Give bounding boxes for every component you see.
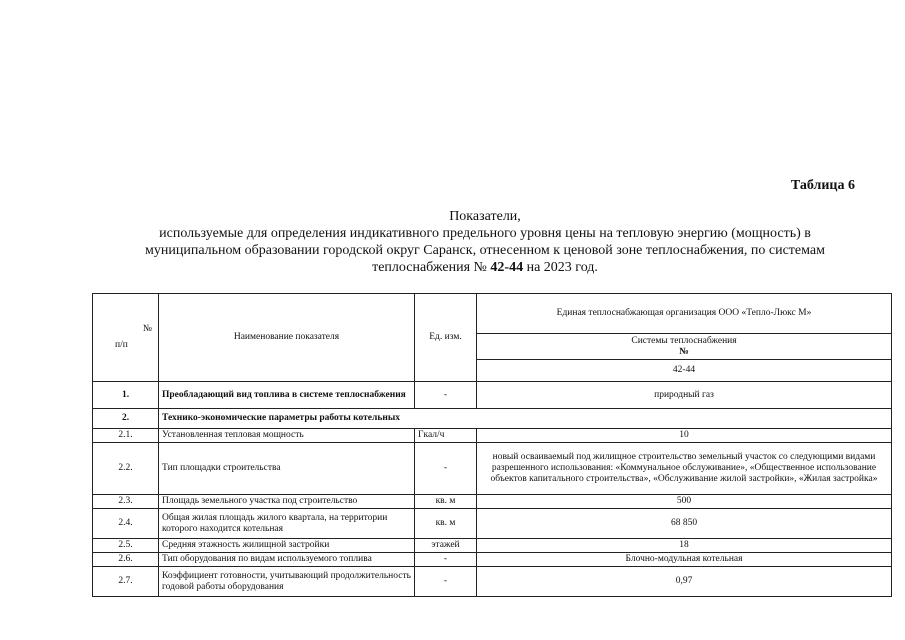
row-number: 2.3. (93, 495, 159, 509)
header-pp: п/п (115, 340, 128, 350)
row-indicator-name: Коэффициент готовности, учитывающий продолжительность годовой работы оборудования (159, 567, 415, 597)
row-number: 1. (93, 382, 159, 409)
table-row (93, 495, 892, 509)
row-unit: - (415, 382, 477, 409)
table-row (93, 429, 892, 443)
header-systems-line-1: Системы теплоснабжения (631, 335, 737, 346)
row-value: природный газ (477, 382, 892, 409)
heading-line-4-pre: теплоснабжения № (372, 260, 491, 275)
document-heading (90, 208, 880, 276)
row-indicator-name: Преобладающий вид топлива в системе теплоснабжения (159, 382, 415, 409)
row-value: 68 850 (477, 509, 892, 539)
row-indicator-name: Установленная тепловая мощность (159, 429, 415, 443)
row-indicator-name: Средняя этажность жилищной застройки (159, 539, 415, 553)
header-systems-value: 42-44 (477, 360, 892, 382)
row-unit: кв. м (415, 495, 477, 509)
header-number-cell (93, 294, 159, 382)
row-indicator-name: Тип площадки строительства (159, 443, 415, 495)
row-unit: этажей (415, 539, 477, 553)
heading-system-numbers: 42-44 (490, 260, 524, 275)
header-systems-line-2: № (679, 346, 689, 357)
row-number: 2.6. (93, 553, 159, 567)
row-indicator-name: Тип оборудования по видам используемого топлива (159, 553, 415, 567)
table-number-label: Таблица 6 (790, 178, 855, 193)
heading-line-4 (90, 259, 880, 276)
header-indicator-name: Наименование показателя (159, 294, 415, 382)
row-value: 10 (477, 429, 892, 443)
heading-line-1: Показатели, (449, 209, 521, 224)
row-unit: кв. м (415, 509, 477, 539)
table-section-row (93, 409, 892, 429)
row-number: 2.5. (93, 539, 159, 553)
row-value: Блочно-модульная котельная (477, 553, 892, 567)
row-unit: Гкал/ч (415, 429, 477, 443)
table-row (93, 553, 892, 567)
section-title: Технико-экономические параметры работы котельных (159, 409, 892, 429)
row-unit: - (415, 553, 477, 567)
table-row (93, 509, 892, 539)
header-systems (477, 334, 892, 360)
table-row (93, 443, 892, 495)
row-value: новый осваиваемый под жилищное строительство земельный участок со следующими видами разрешенного использования: «Коммунальное обслуживание», «Общественное использование объектов капитального строительства», «Обслуживание жилой застройки», «Жилая застройка» (477, 443, 892, 495)
heading-line-2: используемые для определения индикативного предельного уровня цены на тепловую энергию (мощность) в (159, 226, 811, 241)
row-number: 2.4. (93, 509, 159, 539)
row-value: 500 (477, 495, 892, 509)
row-indicator-name: Общая жилая площадь жилого квартала, на территории которого находится котельная (159, 509, 415, 539)
heading-line-3: муниципальном образовании городской округ Саранск, отнесенном к ценовой зоне теплоснабжения, по системам (145, 243, 825, 258)
row-unit: - (415, 443, 477, 495)
row-value: 18 (477, 539, 892, 553)
row-number: 2. (93, 409, 159, 429)
row-number: 2.2. (93, 443, 159, 495)
row-number: 2.7. (93, 567, 159, 597)
row-value: 0,97 (477, 567, 892, 597)
table-row (93, 567, 892, 597)
row-number: 2.1. (93, 429, 159, 443)
heading-line-4-post: на 2023 год. (523, 260, 598, 275)
header-unit: Ед. изм. (415, 294, 477, 382)
table-row (93, 539, 892, 553)
indicators-table (92, 293, 892, 597)
header-organization: Единая теплоснабжающая организация ООО «Тепло-Люкс М» (477, 294, 892, 334)
header-number-symbol: № (142, 324, 152, 334)
row-unit: - (415, 567, 477, 597)
table-row (93, 382, 892, 409)
row-indicator-name: Площадь земельного участка под строительство (159, 495, 415, 509)
